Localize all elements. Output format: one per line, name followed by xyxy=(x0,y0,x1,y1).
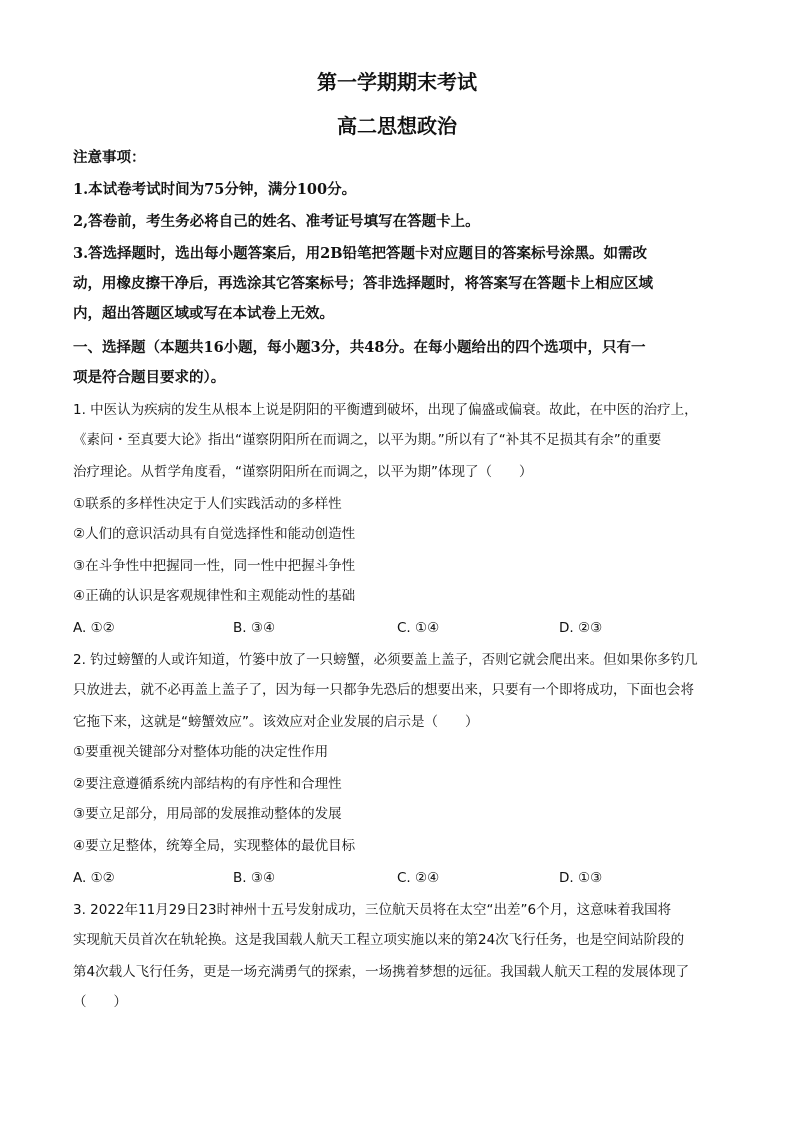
notice-line-3b: 动，用橡皮擦干净后，再选涂其它答案标号；答非选择题时，将答案写在答题卡上相应区域 xyxy=(73,275,653,292)
exam-subject: 高二思想政治 xyxy=(337,114,457,138)
q2-stem-line-2: 只放进去，就不必再盖上盖子了，因为每一只都争先恐后的想要出来，只要有一个即将成功，下面也会将 xyxy=(73,682,694,698)
q2-statement-4: ④要立足整体，统筹全局，实现整体的最优目标 xyxy=(73,838,356,854)
q1-statement-3: ③在斗争性中把握同一性，同一性中把握斗争性 xyxy=(73,558,356,574)
notice-line-2: 2,答卷前，考生务必将自己的姓名、准考证号填写在答题卡上。 xyxy=(73,213,480,230)
section-heading-line-2: 项是符合题目要求的）。 xyxy=(73,369,226,386)
notice-line-3a: 3.答选择题时，选出每小题答案后，用2B铅笔把答题卡对应题目的答案标号涂黑。如需改 xyxy=(73,245,647,262)
q2-stem-line-3: 它拖下来，这就是“螃蟹效应”。该效应对企业发展的启示是（ ） xyxy=(73,714,479,730)
exam-title: 第一学期期末考试 xyxy=(317,70,477,94)
notice-line-1: 1.本试卷考试时间为75分钟，满分100分。 xyxy=(73,181,357,198)
q2-options xyxy=(73,868,723,888)
q2-stem-line-1: 2. 钓过螃蟹的人或许知道，竹篓中放了一只螃蟹，必须要盖上盖子，否则它就会爬出来。但如果你多钓几 xyxy=(73,652,698,668)
q3-stem-line-1: 3. 2022年11月29日23时神州十五号发射成功，三位航天员将在太空“出差”6个月，这意味着我国将 xyxy=(73,902,672,918)
notice-line-3c: 内，超出答题区域或写在本试卷上无效。 xyxy=(73,305,334,322)
q2-option-c[interactable]: C. ②④ xyxy=(397,870,440,886)
q1-statement-1: ①联系的多样性决定于人们实践活动的多样性 xyxy=(73,496,342,512)
notice-heading: 注意事项： xyxy=(73,149,146,166)
q2-statement-2: ②要注意遵循系统内部结构的有序性和合理性 xyxy=(73,776,342,792)
q3-stem-line-4: （ ） xyxy=(73,994,127,1010)
q1-stem-line-2: 《素问・至真要大论》指出“谨察阴阳所在而调之，以平为期。”所以有了“补其不足损其有余”的重要 xyxy=(73,432,662,448)
q1-option-a[interactable]: A. ①② xyxy=(73,620,115,636)
q1-option-c[interactable]: C. ①④ xyxy=(397,620,440,636)
section-heading-line-1: 一、选择题（本题共16小题，每小题3分，共48分。在每小题给出的四个选项中，只有一 xyxy=(73,339,646,356)
q1-options xyxy=(73,618,723,638)
q2-statement-1: ①要重视关键部分对整体功能的决定性作用 xyxy=(73,744,329,760)
q2-option-b[interactable]: B. ③④ xyxy=(233,870,276,886)
q2-option-d[interactable]: D. ①③ xyxy=(559,870,603,886)
q3-stem-line-3: 第4次载人飞行任务，更是一场充满勇气的探索，一场携着梦想的远征。我国载人航天工程的发展体现了 xyxy=(73,964,690,980)
q1-stem-line-3: 治疗理论。从哲学角度看，“谨察阴阳所在而调之，以平为期”体现了（ ） xyxy=(73,464,533,480)
q1-option-b[interactable]: B. ③④ xyxy=(233,620,276,636)
q3-stem-line-2: 实现航天员首次在轨轮换。这是我国载人航天工程立项实施以来的第24次飞行任务，也是空间站阶段的 xyxy=(73,932,685,948)
q1-option-d[interactable]: D. ②③ xyxy=(559,620,603,636)
q2-option-a[interactable]: A. ①② xyxy=(73,870,115,886)
q1-stem-line-1: 1. 中医认为疾病的发生从根本上说是阴阳的平衡遭到破坏，出现了偏盛或偏衰。故此，在中医的治疗上， xyxy=(73,402,698,418)
q2-statement-3: ③要立足部分，用局部的发展推动整体的发展 xyxy=(73,806,342,822)
q1-statement-4: ④正确的认识是客观规律性和主观能动性的基础 xyxy=(73,588,356,604)
q1-statement-2: ②人们的意识活动具有自觉选择性和能动创造性 xyxy=(73,526,356,542)
